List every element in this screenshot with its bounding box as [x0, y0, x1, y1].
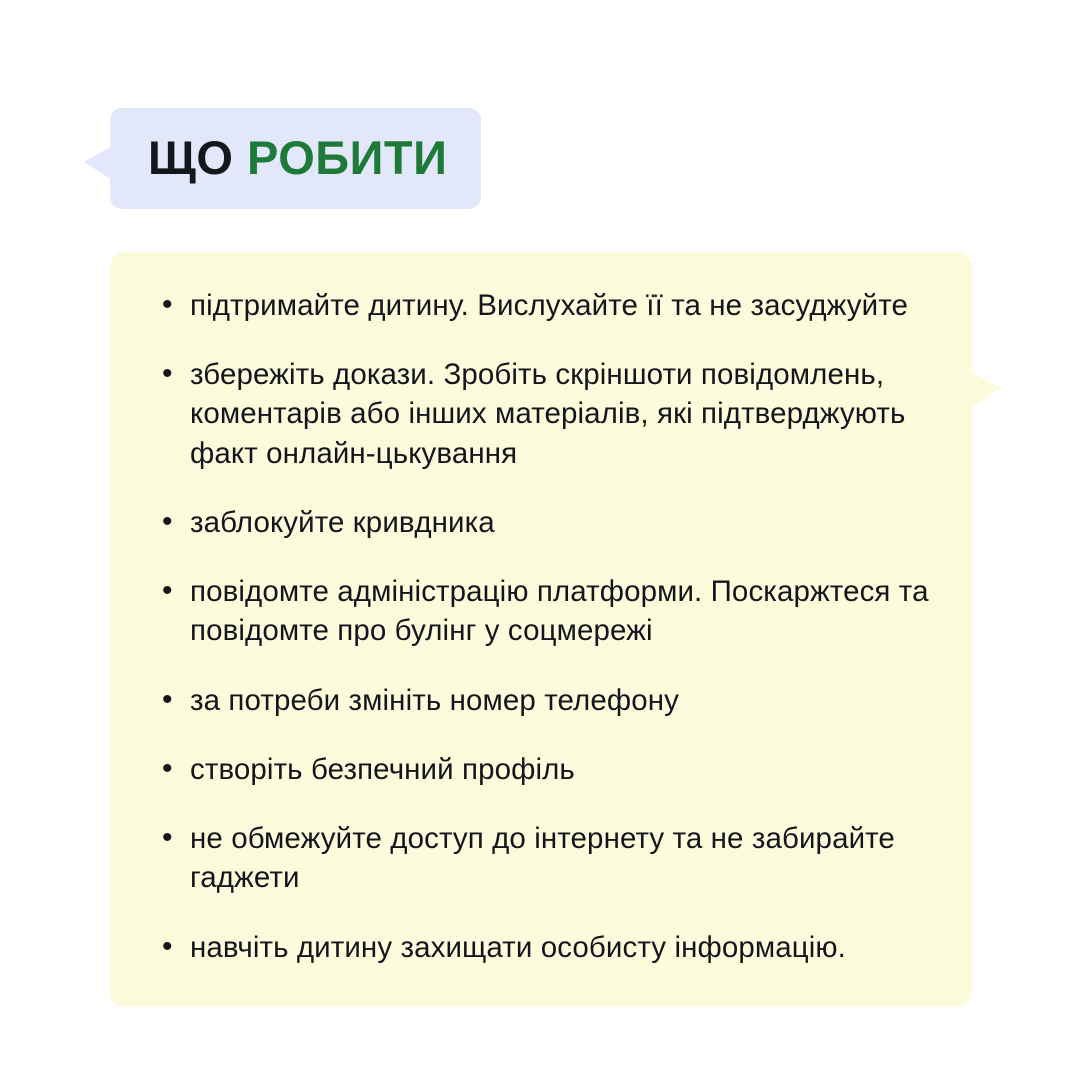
list-item: • за потреби змініть номер телефону — [154, 681, 932, 720]
list-item: • навчіть дитину захищати особисту інформацію. — [154, 928, 932, 967]
list-item: • підтримайте дитину. Вислухайте її та не засуджуйте — [154, 286, 932, 325]
page-title-part-two: РОБИТИ — [247, 131, 448, 184]
speech-bubble-tail-right-icon — [970, 372, 1002, 408]
list-item: • повідомте адміністрацію платформи. Поскаржтеся та повідомте про булінг у соцмережі — [154, 572, 932, 650]
list-item: • не обмежуйте доступ до інтернету та не забирайте гаджети — [154, 819, 932, 897]
speech-bubble-tail-left-icon — [84, 146, 112, 180]
list-item: • створіть безпечний профіль — [154, 750, 932, 789]
header-bubble — [110, 108, 481, 209]
page-title-part-one: ЩО — [148, 131, 234, 184]
body-bubble — [110, 252, 972, 1007]
list-item: • збережіть докази. Зробіть скріншоти повідомлень, коментарів або інших матеріалів, які підтверджують факт онлайн-цькування — [154, 355, 932, 473]
header-bubble-wrapper — [110, 108, 481, 209]
page-title — [148, 131, 448, 184]
list-item: • заблокуйте кривдника — [154, 503, 932, 542]
advice-list — [154, 286, 932, 967]
body-bubble-wrapper — [110, 252, 972, 1007]
